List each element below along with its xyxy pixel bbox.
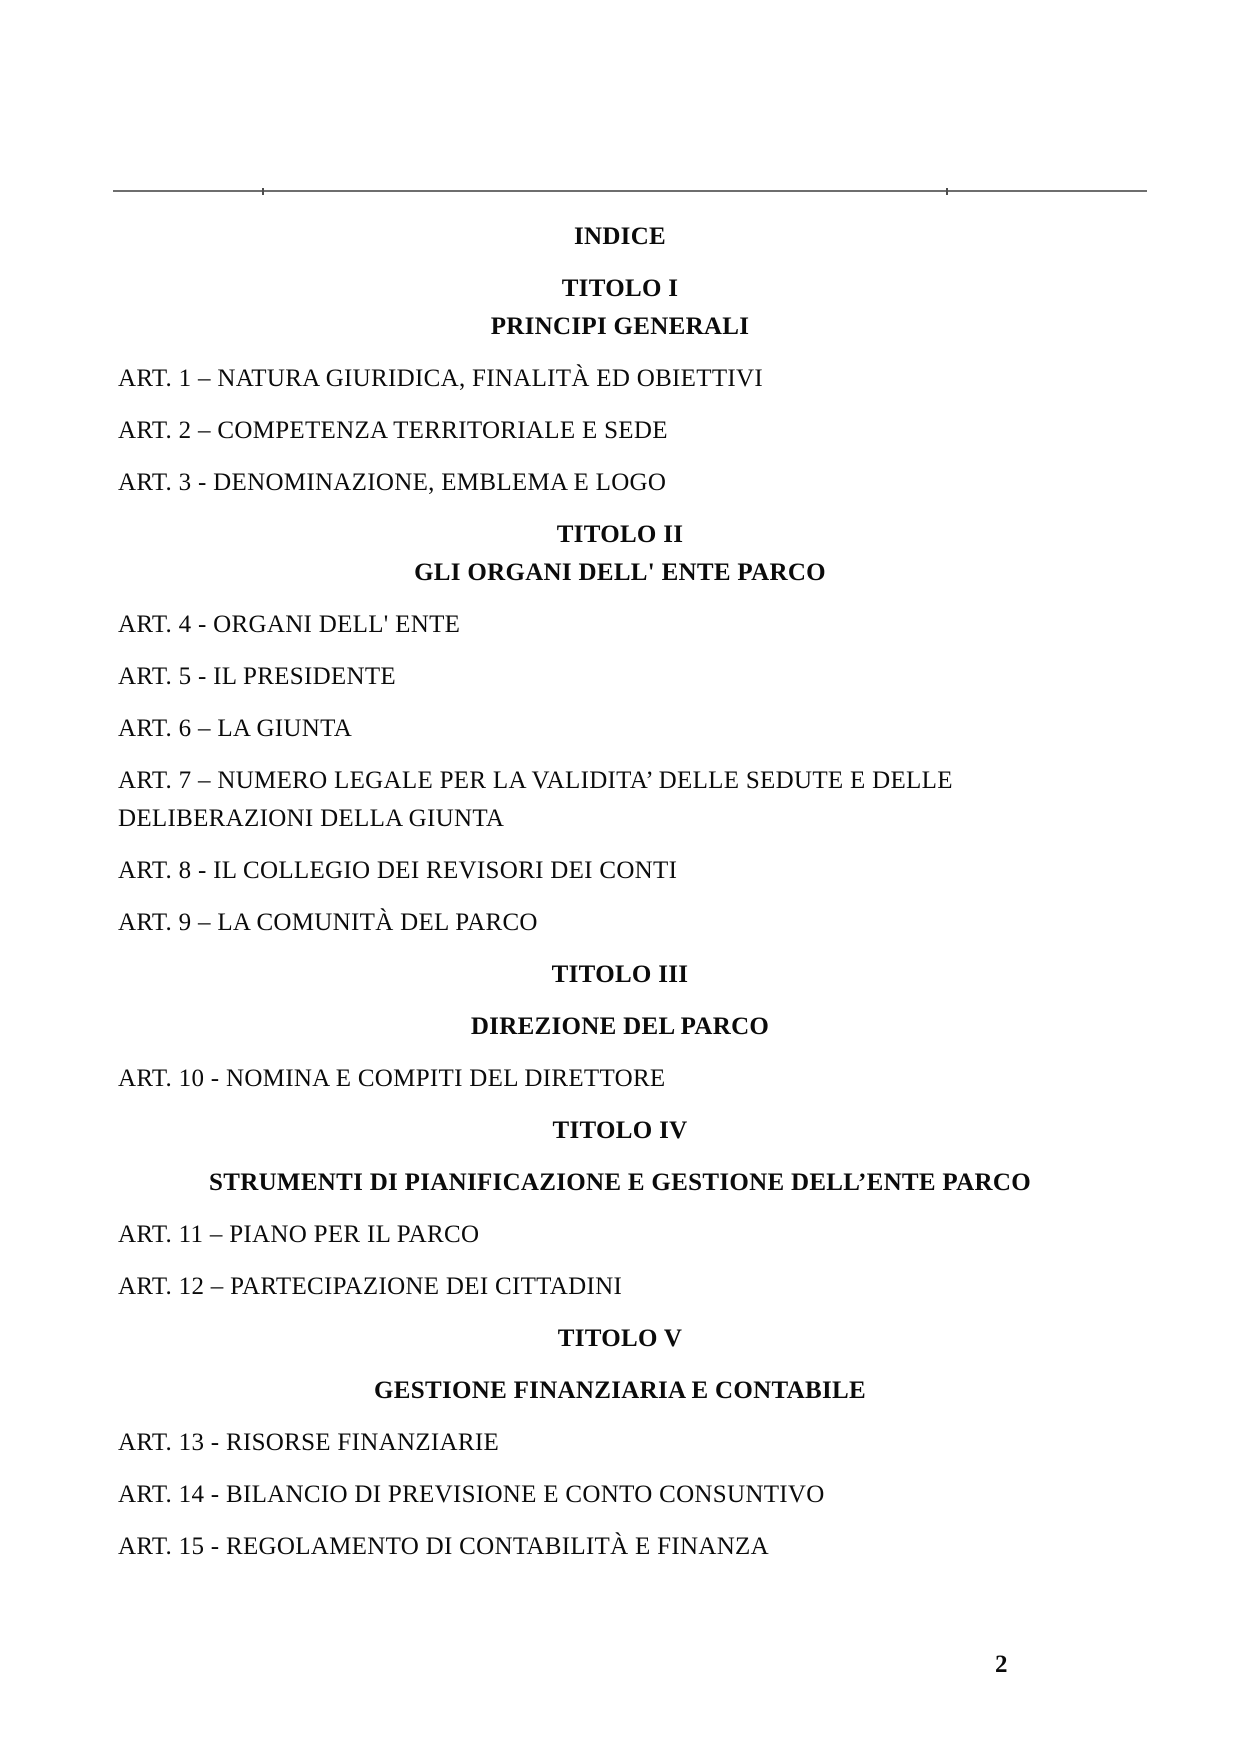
toc-entry bbox=[118, 658, 1122, 696]
toc-heading-line: TITOLO I bbox=[561, 275, 679, 302]
toc-entry-line: ART. 7 – NUMERO LEGALE PER LA VALIDITA’ DELLE SEDUTE E DELLE bbox=[118, 767, 953, 794]
toc-entry bbox=[118, 606, 1122, 644]
toc-entry bbox=[118, 1424, 1122, 1462]
toc-heading bbox=[118, 270, 1122, 346]
toc-heading bbox=[118, 218, 1122, 256]
toc-entry-line: DELIBERAZIONI DELLA GIUNTA bbox=[118, 805, 505, 832]
toc-heading-line: DIREZIONE DEL PARCO bbox=[470, 1013, 770, 1040]
toc-heading-line: TITOLO IV bbox=[552, 1117, 688, 1144]
toc-entry-line: ART. 10 - NOMINA E COMPITI DEL DIRETTORE bbox=[118, 1065, 666, 1092]
toc-entry-line: ART. 1 – NATURA GIURIDICA, FINALITÀ ED OBIETTIVI bbox=[118, 365, 764, 392]
toc-entry-line: ART. 15 - REGOLAMENTO DI CONTABILITÀ E FINANZA bbox=[118, 1533, 769, 1560]
toc-entry bbox=[118, 1528, 1122, 1566]
toc-entry-line: ART. 2 – COMPETENZA TERRITORIALE E SEDE bbox=[118, 417, 668, 444]
toc-entry-line: ART. 9 – LA COMUNITÀ DEL PARCO bbox=[118, 909, 538, 936]
toc-entry-line: ART. 5 - IL PRESIDENTE bbox=[118, 663, 396, 690]
toc-entry-line: ART. 3 - DENOMINAZIONE, EMBLEMA E LOGO bbox=[118, 469, 667, 496]
toc-heading-line: PRINCIPI GENERALI bbox=[490, 313, 750, 340]
toc-entry-line: ART. 6 – LA GIUNTA bbox=[118, 715, 353, 742]
header-rule-tick bbox=[262, 188, 264, 195]
toc-heading bbox=[118, 1372, 1122, 1410]
toc-heading bbox=[118, 956, 1122, 994]
toc-heading-line: TITOLO V bbox=[557, 1325, 683, 1352]
toc-heading bbox=[118, 1164, 1122, 1202]
toc-entry-line: ART. 8 - IL COLLEGIO DEI REVISORI DEI CONTI bbox=[118, 857, 678, 884]
toc-heading-line: STRUMENTI DI PIANIFICAZIONE E GESTIONE DELL’ENTE PARCO bbox=[209, 1169, 1031, 1196]
toc-entry-line: ART. 14 - BILANCIO DI PREVISIONE E CONTO CONSUNTIVO bbox=[118, 1481, 825, 1508]
toc-entry bbox=[118, 710, 1122, 748]
toc-heading-line: TITOLO II bbox=[556, 521, 684, 548]
toc-entry bbox=[118, 762, 1122, 838]
header-rule-tick bbox=[946, 188, 948, 195]
toc-entry bbox=[118, 1268, 1122, 1306]
toc-entry-line: ART. 4 - ORGANI DELL' ENTE bbox=[118, 611, 461, 638]
toc-heading-line: TITOLO III bbox=[551, 961, 689, 988]
toc-entry-line: ART. 11 – PIANO PER IL PARCO bbox=[118, 1221, 480, 1248]
toc-entry-line: ART. 13 - RISORSE FINANZIARIE bbox=[118, 1429, 500, 1456]
toc-entry bbox=[118, 464, 1122, 502]
toc-heading bbox=[118, 1112, 1122, 1150]
toc-entry bbox=[118, 1060, 1122, 1098]
header-rule bbox=[113, 190, 1147, 192]
toc-entry bbox=[118, 412, 1122, 450]
toc-heading-line: GLI ORGANI DELL' ENTE PARCO bbox=[414, 559, 826, 586]
table-of-contents bbox=[118, 218, 1122, 1580]
toc-entry bbox=[118, 904, 1122, 942]
toc-heading bbox=[118, 516, 1122, 592]
toc-heading-line: INDICE bbox=[573, 223, 667, 250]
toc-entry-line: ART. 12 – PARTECIPAZIONE DEI CITTADINI bbox=[118, 1273, 623, 1300]
toc-entry bbox=[118, 1476, 1122, 1514]
toc-entry bbox=[118, 360, 1122, 398]
toc-entry bbox=[118, 852, 1122, 890]
toc-heading bbox=[118, 1320, 1122, 1358]
page-number: 2 bbox=[995, 1651, 1008, 1678]
toc-entry bbox=[118, 1216, 1122, 1254]
toc-heading bbox=[118, 1008, 1122, 1046]
toc-heading-line: GESTIONE FINANZIARIA E CONTABILE bbox=[374, 1377, 866, 1404]
